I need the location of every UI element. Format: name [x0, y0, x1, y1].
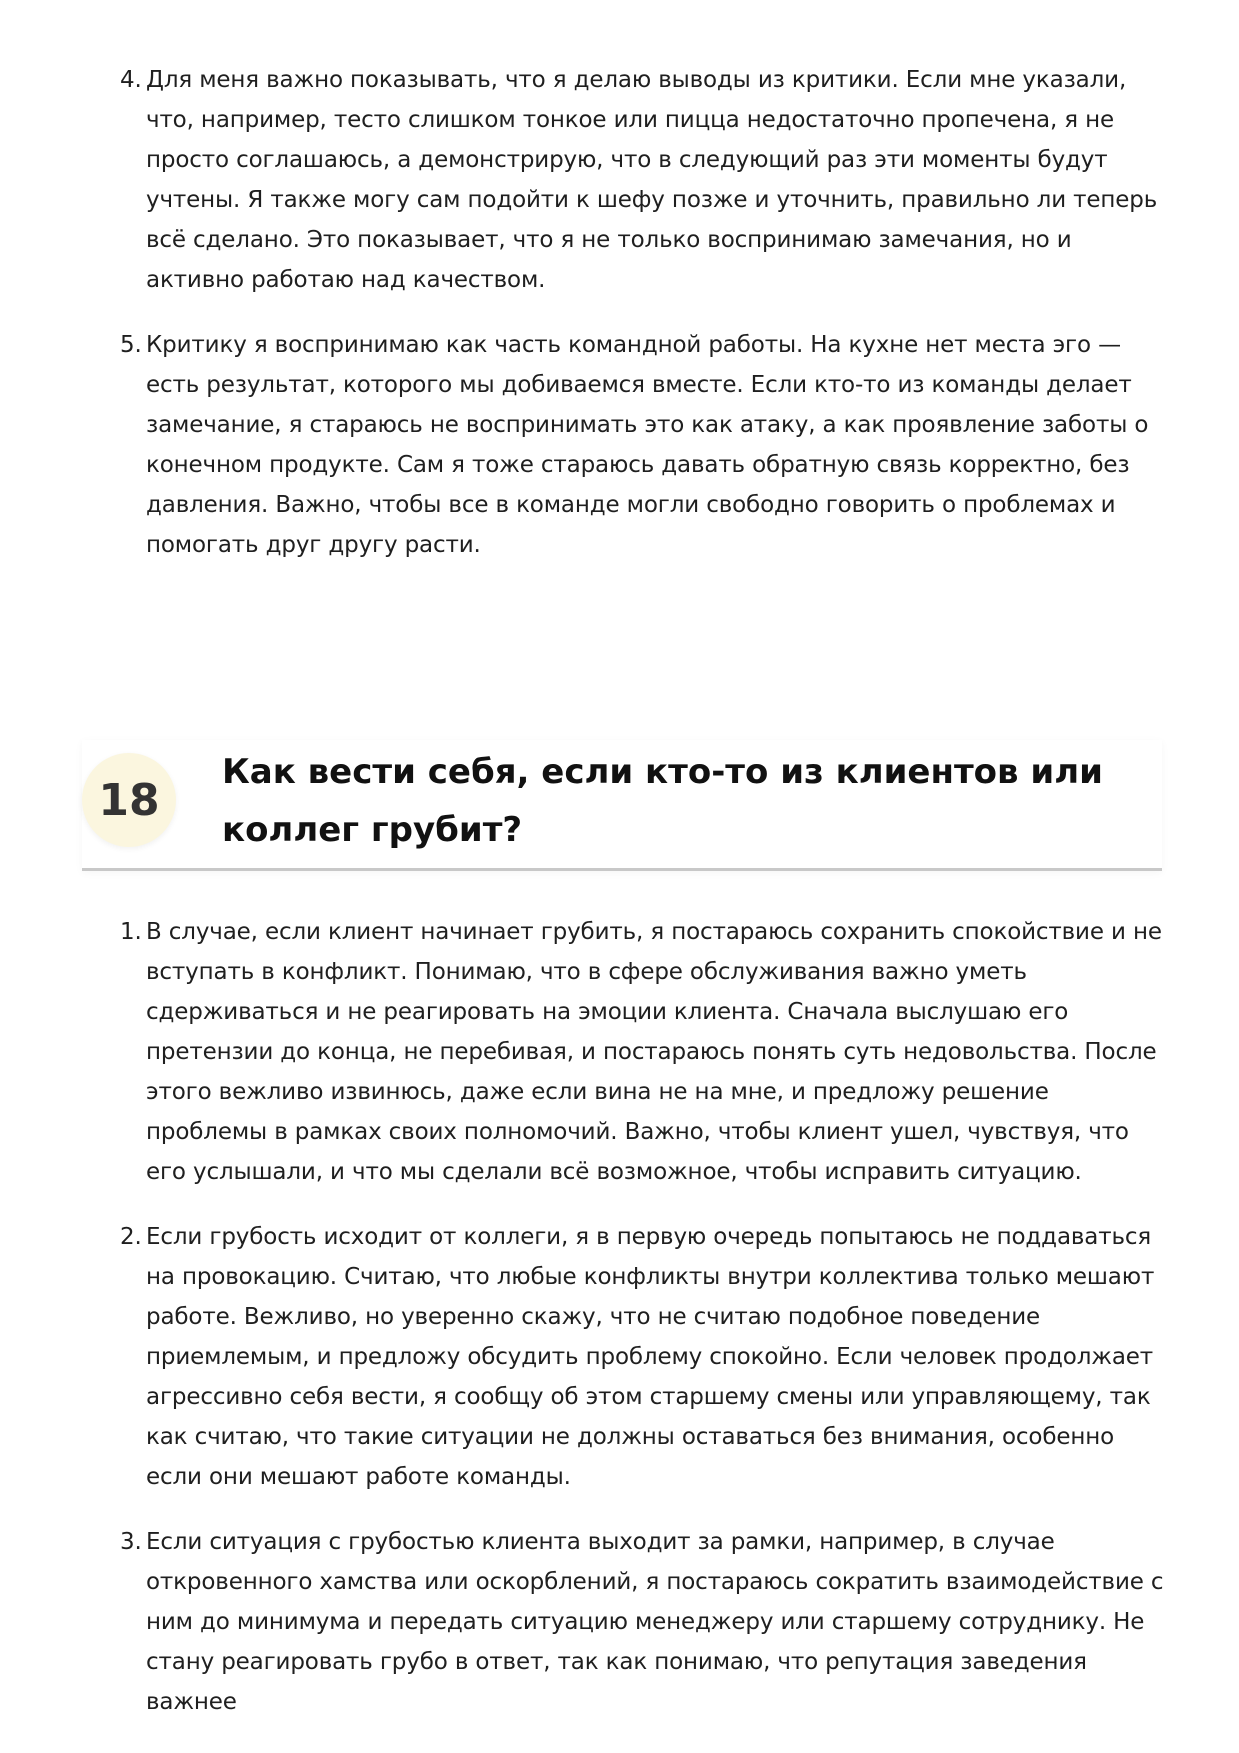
question-title: Как вести себя, если кто-то из клиентов или коллег грубит? — [222, 752, 1103, 850]
list-item-number: 1. — [120, 919, 142, 945]
list-item-number: 4. — [120, 67, 142, 93]
list-item-text: Критику я воспринимаю как часть командной работы. На кухне нет места эго — есть результат, которого мы добиваемся вместе. Если кто-то из команды делает замечание, я стараюсь не воспринимать это как атаку, а как проявление заботы о конечном продукте. Сам я тоже стараюсь давать обратную связь корректно, без давления. Важно, чтобы все в команде могли свободно говорить о проблемах и помогать друг другу расти. — [146, 332, 1149, 558]
list-item-number: 2. — [120, 1224, 142, 1250]
list-item-text: Если ситуация с грубостью клиента выходит за рамки, например, в случае откровенного хамства или оскорблений, я постараюсь сократить взаимодействие с ним до минимума и передать ситуацию менеджеру или старшему сотруднику. Не стану реагировать грубо в ответ, так как понимаю, что репутация заведения важнее — [146, 1529, 1164, 1715]
list-item — [120, 1217, 1170, 1497]
list-item — [120, 912, 1170, 1192]
list-item-text: В случае, если клиент начинает грубить, я постараюсь сохранить спокойствие и не вступать в конфликт. Понимаю, что в сфере обслуживания важно уметь сдерживаться и не реагировать на эмоции клиента. Сначала выслушаю его претензии до конца, не перебивая, и постараюсь понять суть недовольства. После этого вежливо извинюсь, даже если вина не на мне, и предложу решение проблемы в рамках своих полномочий. Важно, чтобы клиент ушел, чувствуя, что его услышали, и что мы сделали всё возможное, чтобы исправить ситуацию. — [146, 919, 1162, 1185]
list-item-number: 5. — [120, 332, 142, 358]
question-header — [82, 740, 1162, 871]
list-item — [120, 1522, 1170, 1722]
question-number-badge: 18 — [82, 753, 176, 847]
answer-list-previous — [120, 60, 1170, 590]
list-item-text: Для меня важно показывать, что я делаю выводы из критики. Если мне указали, что, например, тесто слишком тонкое или пицца недостаточно пропечена, я не просто соглашаюсь, а демонстрирую, что в следующий раз эти моменты будут учтены. Я также могу сам подойти к шефу позже и уточнить, правильно ли теперь всё сделано. Это показывает, что я не только воспринимаю замечания, но и активно работаю над качеством. — [146, 67, 1158, 293]
answer-list — [120, 912, 1170, 1747]
list-item-number: 3. — [120, 1529, 142, 1555]
list-item-text: Если грубость исходит от коллеги, я в первую очередь попытаюсь не поддаваться на провокацию. Считаю, что любые конфликты внутри коллектива только мешают работе. Вежливо, но уверенно скажу, что не считаю подобное поведение приемлемым, и предложу обсудить проблему спокойно. Если человек продолжает агрессивно себя вести, я сообщу об этом старшему смены или управляющему, так как считаю, что такие ситуации не должны оставаться без внимания, особенно если они мешают работе команды. — [146, 1224, 1155, 1490]
list-item — [120, 325, 1170, 565]
list-item — [120, 60, 1170, 300]
